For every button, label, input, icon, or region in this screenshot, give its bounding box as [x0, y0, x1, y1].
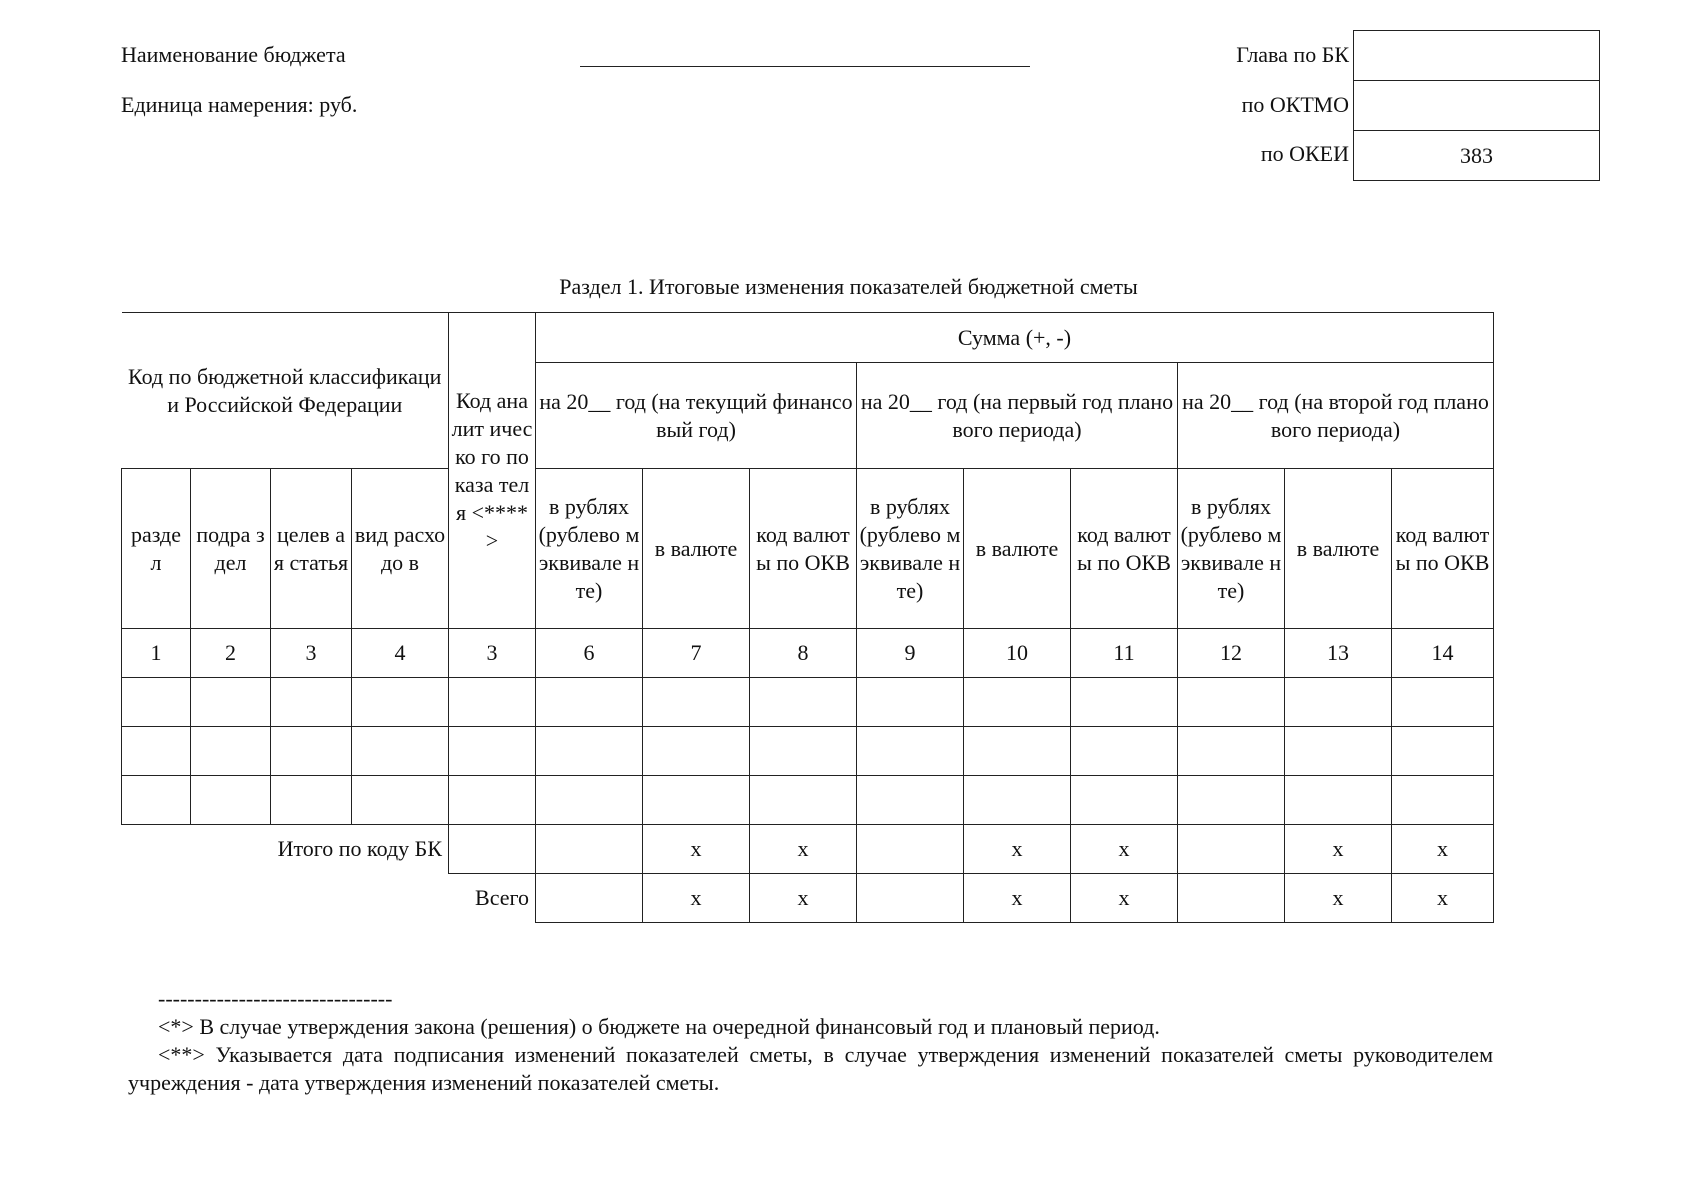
subheader-currency-3: в валюте: [1285, 469, 1392, 629]
subheader-rub-2: в рублях (рублево м эквивале нте): [857, 469, 964, 629]
data-cell[interactable]: [1392, 776, 1494, 825]
code-label-okei: по ОКЕИ: [1260, 141, 1349, 166]
footnote-1: <*> В случае утверждения закона (решения) о бюджете на очередной финансовый год и плановый период.: [158, 1014, 1160, 1039]
data-cell[interactable]: [352, 727, 449, 776]
codes-table: [1353, 30, 1600, 181]
year-group-second-plan: на 20__ год (на второй год планового периода): [1178, 363, 1494, 469]
data-cell[interactable]: [1178, 776, 1285, 825]
column-number: 9: [857, 629, 964, 678]
x-mark: x: [1071, 874, 1178, 923]
subheader-rub-3: в рублях (рублево м эквивале нте): [1178, 469, 1285, 629]
subheader-rub-1: в рублях (рублево м эквивале нте): [536, 469, 643, 629]
data-cell[interactable]: [1285, 727, 1392, 776]
code-value-chapter[interactable]: [1354, 31, 1600, 81]
data-cell[interactable]: [857, 678, 964, 727]
sum-header: Сумма (+, -): [536, 313, 1494, 363]
data-cell[interactable]: [536, 678, 643, 727]
total-label: Всего: [122, 874, 536, 923]
data-cell[interactable]: [1071, 776, 1178, 825]
data-cell[interactable]: [750, 776, 857, 825]
data-row: [122, 776, 1494, 825]
data-cell[interactable]: [352, 776, 449, 825]
data-cell[interactable]: [191, 776, 271, 825]
data-cell[interactable]: [352, 678, 449, 727]
data-row: [122, 678, 1494, 727]
column-numbers-row: [122, 629, 1494, 678]
data-cell[interactable]: [1071, 727, 1178, 776]
data-row: [122, 727, 1494, 776]
column-number: 2: [191, 629, 271, 678]
subheader-currency-2: в валюте: [964, 469, 1071, 629]
total-cell[interactable]: [536, 874, 643, 923]
data-cell[interactable]: [643, 678, 750, 727]
data-cell[interactable]: [857, 727, 964, 776]
budget-name-underline: [580, 66, 1030, 67]
budget-changes-table: [121, 312, 1494, 923]
total-cell[interactable]: [857, 874, 964, 923]
x-mark: x: [750, 825, 857, 874]
x-mark: x: [1285, 874, 1392, 923]
data-cell[interactable]: [449, 727, 536, 776]
total-bk-cell[interactable]: [1178, 825, 1285, 874]
column-number: 7: [643, 629, 750, 678]
total-cell[interactable]: [1178, 874, 1285, 923]
data-cell[interactable]: [122, 727, 191, 776]
data-cell[interactable]: [536, 727, 643, 776]
column-number: 12: [1178, 629, 1285, 678]
code-value-oktmo[interactable]: [1354, 81, 1600, 131]
total-bk-row: [122, 825, 1494, 874]
data-cell[interactable]: [1392, 678, 1494, 727]
column-number: 11: [1071, 629, 1178, 678]
code-label-oktmo: по ОКТМО: [1241, 92, 1349, 117]
subheader-target-item: целев ая статья: [271, 469, 352, 629]
x-mark: x: [1392, 825, 1494, 874]
x-mark: x: [643, 874, 750, 923]
subheader-expense-type: вид расходо в: [352, 469, 449, 629]
data-cell[interactable]: [271, 678, 352, 727]
column-number: 8: [750, 629, 857, 678]
data-cell[interactable]: [1392, 727, 1494, 776]
x-mark: x: [750, 874, 857, 923]
x-mark: x: [1392, 874, 1494, 923]
code-label-chapter: Глава по БК: [1236, 42, 1349, 67]
total-bk-label: Итого по коду БК: [122, 825, 449, 874]
column-number: 13: [1285, 629, 1392, 678]
code-value-okei[interactable]: 383: [1354, 131, 1600, 181]
x-mark: x: [643, 825, 750, 874]
data-cell[interactable]: [750, 678, 857, 727]
footnote-2: <**> Указывается дата подписания изменений показателей сметы, в случае утверждения изменений показателей сметы руководителем учреждения - дата утверждения изменений показателей сметы.: [128, 1042, 1493, 1095]
year-group-first-plan: на 20__ год (на первый год планового периода): [857, 363, 1178, 469]
total-bk-analytic-cell[interactable]: [449, 825, 536, 874]
subheader-section: разде л: [122, 469, 191, 629]
data-cell[interactable]: [750, 727, 857, 776]
data-cell[interactable]: [122, 776, 191, 825]
data-cell[interactable]: [857, 776, 964, 825]
subheader-currency-1: в валюте: [643, 469, 750, 629]
data-cell[interactable]: [271, 776, 352, 825]
kbk-header: Код по бюджетной классификации Российской Федерации: [122, 313, 449, 469]
column-number: 10: [964, 629, 1071, 678]
subheader-subsection: подра здел: [191, 469, 271, 629]
data-cell[interactable]: [643, 776, 750, 825]
data-cell[interactable]: [964, 727, 1071, 776]
column-number: 3: [449, 629, 536, 678]
section-title: Раздел 1. Итоговые изменения показателей бюджетной сметы: [559, 274, 1138, 299]
unit-label: Единица намерения: руб.: [121, 92, 358, 117]
data-cell[interactable]: [536, 776, 643, 825]
data-cell[interactable]: [449, 776, 536, 825]
data-cell[interactable]: [1071, 678, 1178, 727]
x-mark: x: [964, 825, 1071, 874]
year-group-current: на 20__ год (на текущий финансовый год): [536, 363, 857, 469]
budget-name-label: Наименование бюджета: [121, 42, 346, 67]
data-cell[interactable]: [1285, 678, 1392, 727]
data-cell[interactable]: [271, 727, 352, 776]
data-cell[interactable]: [964, 776, 1071, 825]
x-mark: x: [964, 874, 1071, 923]
data-cell[interactable]: [1285, 776, 1392, 825]
data-cell[interactable]: [191, 727, 271, 776]
subheader-okv-3: код валюты по ОКВ: [1392, 469, 1494, 629]
data-cell[interactable]: [1178, 727, 1285, 776]
data-cell[interactable]: [449, 678, 536, 727]
data-cell[interactable]: [643, 727, 750, 776]
column-number: 6: [536, 629, 643, 678]
total-row: [122, 874, 1494, 923]
data-cell[interactable]: [191, 678, 271, 727]
analytic-code-header: Код аналит ическо го показа теля <**** >: [449, 313, 536, 629]
subheader-okv-1: код валюты по ОКВ: [750, 469, 857, 629]
column-number: 14: [1392, 629, 1494, 678]
total-bk-cell[interactable]: [536, 825, 643, 874]
subheader-okv-2: код валюты по ОКВ: [1071, 469, 1178, 629]
column-number: 1: [122, 629, 191, 678]
column-number: 3: [271, 629, 352, 678]
column-number: 4: [352, 629, 449, 678]
data-cell[interactable]: [964, 678, 1071, 727]
data-cell[interactable]: [1178, 678, 1285, 727]
data-cell[interactable]: [122, 678, 191, 727]
total-bk-cell[interactable]: [857, 825, 964, 874]
footnote-separator: --------------------------------: [158, 986, 393, 1011]
x-mark: x: [1285, 825, 1392, 874]
x-mark: x: [1071, 825, 1178, 874]
